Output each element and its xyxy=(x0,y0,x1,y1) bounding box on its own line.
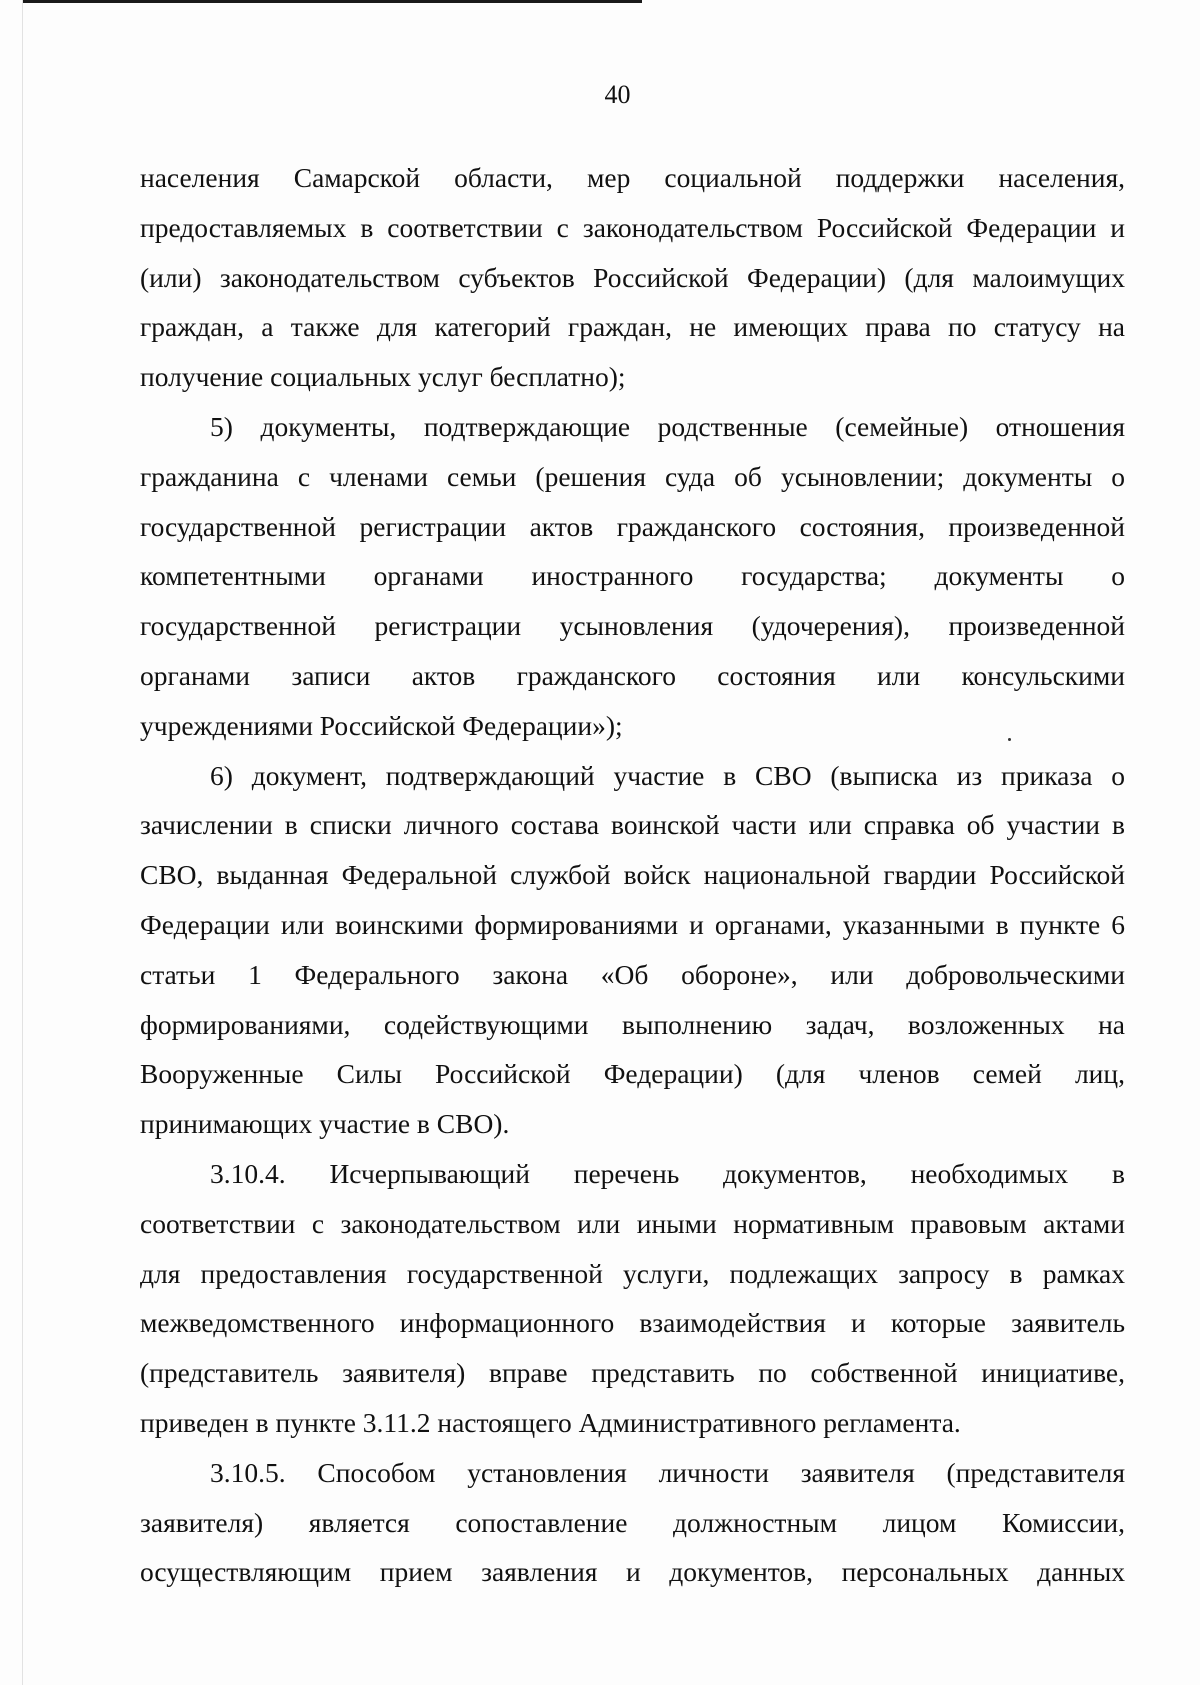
text-line: зачислении в списки личного состава воинской части или справка об участии в xyxy=(140,809,1125,841)
text-line: государственной регистрации актов гражданского состояния, произведенной xyxy=(140,510,1125,542)
text-line: граждан, а также для категорий граждан, не имеющих права по статусу на xyxy=(140,311,1125,343)
scan-edge-top xyxy=(22,0,642,3)
text-line: статьи 1 Федерального закона «Об обороне», или добровольческими xyxy=(140,958,1125,990)
text-line: 3.10.5. Способом установления личности заявителя (представителя xyxy=(210,1456,1125,1488)
text-line: осуществляющим прием заявления и документов, персональных данных xyxy=(140,1556,1125,1588)
page-number: 40 xyxy=(604,80,631,109)
text-line: межведомственного информационного взаимодействия и которые заявитель xyxy=(140,1307,1125,1339)
text-line: СВО, выданная Федеральной службой войск национальной гвардии Российской xyxy=(140,859,1125,891)
text-line: государственной регистрации усыновления (удочерения), произведенной xyxy=(140,610,1125,642)
text-line: Федерации или воинскими формированиями и органами, указанными в пункте 6 xyxy=(140,908,1125,940)
text-line: (или) законодательством субъектов Российской Федерации) (для малоимущих xyxy=(140,261,1125,293)
text-line: Вооруженные Силы Российской Федерации) (для членов семей лиц, xyxy=(140,1058,1125,1090)
text-line: получение социальных услуг бесплатно); xyxy=(140,361,626,393)
text-line: (представитель заявителя) вправе представить по собственной инициативе, xyxy=(140,1357,1125,1389)
text-line: 6) документ, подтверждающий участие в СВО (выписка из приказа о xyxy=(210,759,1125,791)
text-line: соответствии с законодательством или иными нормативным правовым актами xyxy=(140,1207,1125,1239)
text-line: гражданина с членами семьи (решения суда об усыновлении; документы о xyxy=(140,460,1125,492)
text-line: принимающих участие в СВО). xyxy=(140,1108,510,1140)
text-line: предоставляемых в соответствии с законодательством Российской Федерации и xyxy=(140,211,1125,243)
text-line: 3.10.4. Исчерпывающий перечень документов, необходимых в xyxy=(210,1157,1125,1189)
text-line: формированиями, содействующими выполнению задач, возложенных на xyxy=(140,1008,1125,1040)
text-line: органами записи актов гражданского состояния или консульскими xyxy=(140,659,1125,691)
text-line: 5) документы, подтверждающие родственные (семейные) отношения xyxy=(210,410,1125,442)
scan-edge-left xyxy=(22,0,23,1685)
scan-speck xyxy=(1008,738,1011,741)
text-line: заявителя) является сопоставление должностным лицом Комиссии, xyxy=(140,1506,1125,1538)
text-line: для предоставления государственной услуги, подлежащих запросу в рамках xyxy=(140,1257,1125,1289)
document-body xyxy=(140,153,1125,1597)
text-line: компетентными органами иностранного государства; документы о xyxy=(140,560,1125,592)
text-line: приведен в пункте 3.11.2 настоящего Административного регламента. xyxy=(140,1406,961,1438)
text-line: учреждениями Российской Федерации»); xyxy=(140,709,623,741)
text-line: населения Самарской области, мер социальной поддержки населения, xyxy=(140,162,1125,193)
